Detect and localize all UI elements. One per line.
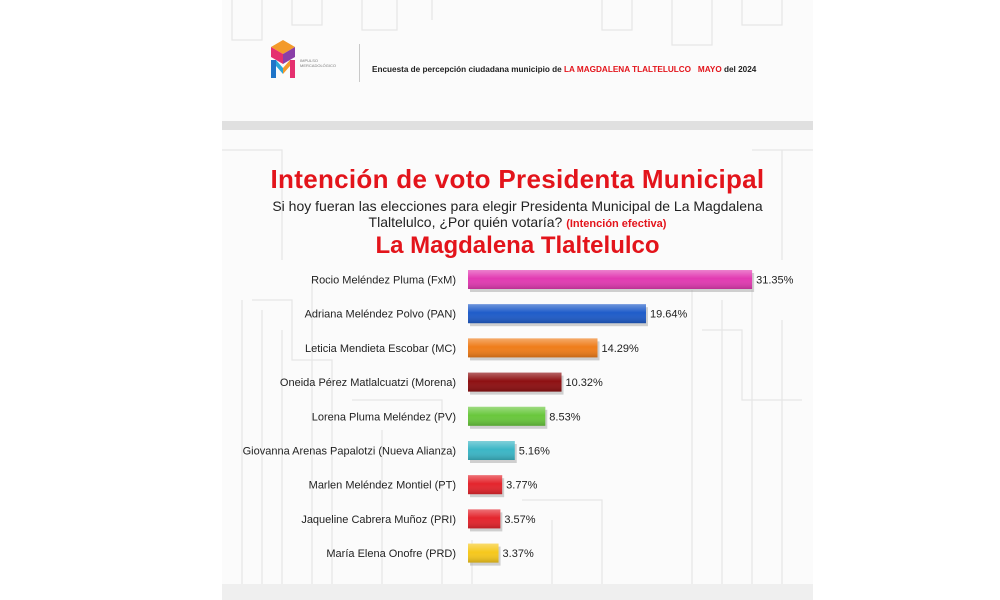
survey-prefix: Encuesta de percepción ciudadana municipio de: [372, 65, 562, 74]
value-label: 3.77%: [506, 479, 538, 492]
bar-row: [311, 270, 794, 292]
chart-title: Intención de voto Presidenta Municipal: [270, 164, 765, 194]
category-label: Giovanna Arenas Papalotzi (Nueva Alianza): [242, 445, 456, 458]
category-label: Rocio Meléndez Pluma (FxM): [311, 274, 456, 287]
impulso-logo-icon: [268, 38, 298, 80]
bar-highlight: [468, 338, 598, 357]
bar-row: [309, 475, 538, 497]
category-label: Marlen Meléndez Montiel (PT): [308, 479, 456, 492]
bar-highlight: [468, 475, 502, 494]
category-label: Jaqueline Cabrera Muñoz (PRI): [301, 513, 456, 526]
category-label: María Elena Onofre (PRD): [326, 548, 456, 561]
value-label: 3.37%: [502, 548, 534, 561]
bar-highlight: [468, 373, 562, 392]
survey-card: [222, 0, 813, 600]
bar-highlight: [468, 304, 646, 323]
header-separator-band: [222, 121, 813, 130]
bar-row: [326, 544, 534, 566]
category-label: Adriana Meléndez Polvo (PAN): [304, 308, 456, 321]
category-label: Oneida Pérez Matlalcuatzi (Morena): [279, 377, 456, 390]
vote-intention-bar-chart: [222, 262, 813, 572]
survey-year: del 2024: [724, 65, 757, 74]
chart-subtitle: La Magdalena Tlaltelulco: [375, 232, 660, 259]
question-line-2: Tlaltelulco, ¿Por quién votaría?: [368, 214, 563, 230]
category-label: Lorena Pluma Meléndez (PV): [311, 411, 456, 424]
bar-row: [305, 338, 639, 360]
brand-name: [300, 58, 336, 68]
brand-line-1: IMPULSO: [300, 58, 319, 63]
category-label: Leticia Mendieta Escobar (MC): [304, 342, 456, 355]
footer-band: [222, 584, 813, 600]
bar-highlight: [468, 441, 515, 460]
value-label: 8.53%: [549, 411, 581, 424]
survey-municipality: LA MAGDALENA TLALTELULCO: [564, 65, 692, 74]
bar-row: [305, 304, 688, 326]
value-label: 19.64%: [649, 308, 688, 321]
bar-highlight: [468, 544, 499, 563]
bar-row: [312, 407, 581, 429]
survey-title: [372, 65, 756, 74]
header-divider: [359, 44, 360, 82]
value-label: 3.57%: [504, 513, 536, 526]
survey-month: MAYO: [697, 65, 722, 74]
survey-question: [230, 198, 805, 232]
value-label: 31.35%: [756, 274, 794, 287]
report-header: [222, 0, 813, 120]
question-line-1: Si hoy fueran las elecciones para elegir Presidenta Municipal de La Magdalena: [272, 198, 763, 214]
bar-highlight: [468, 270, 752, 289]
value-label: 5.16%: [518, 445, 550, 458]
value-label: 14.29%: [601, 342, 639, 355]
bar-highlight: [468, 407, 545, 426]
value-label: 10.32%: [565, 377, 603, 390]
question-note: (Intención efectiva): [566, 218, 667, 230]
bar-row: [280, 373, 603, 395]
brand-line-2: MERCADOLÓGICO: [300, 63, 337, 68]
bar-highlight: [468, 509, 500, 528]
bar-row: [301, 509, 535, 531]
bar-row: [243, 441, 551, 463]
